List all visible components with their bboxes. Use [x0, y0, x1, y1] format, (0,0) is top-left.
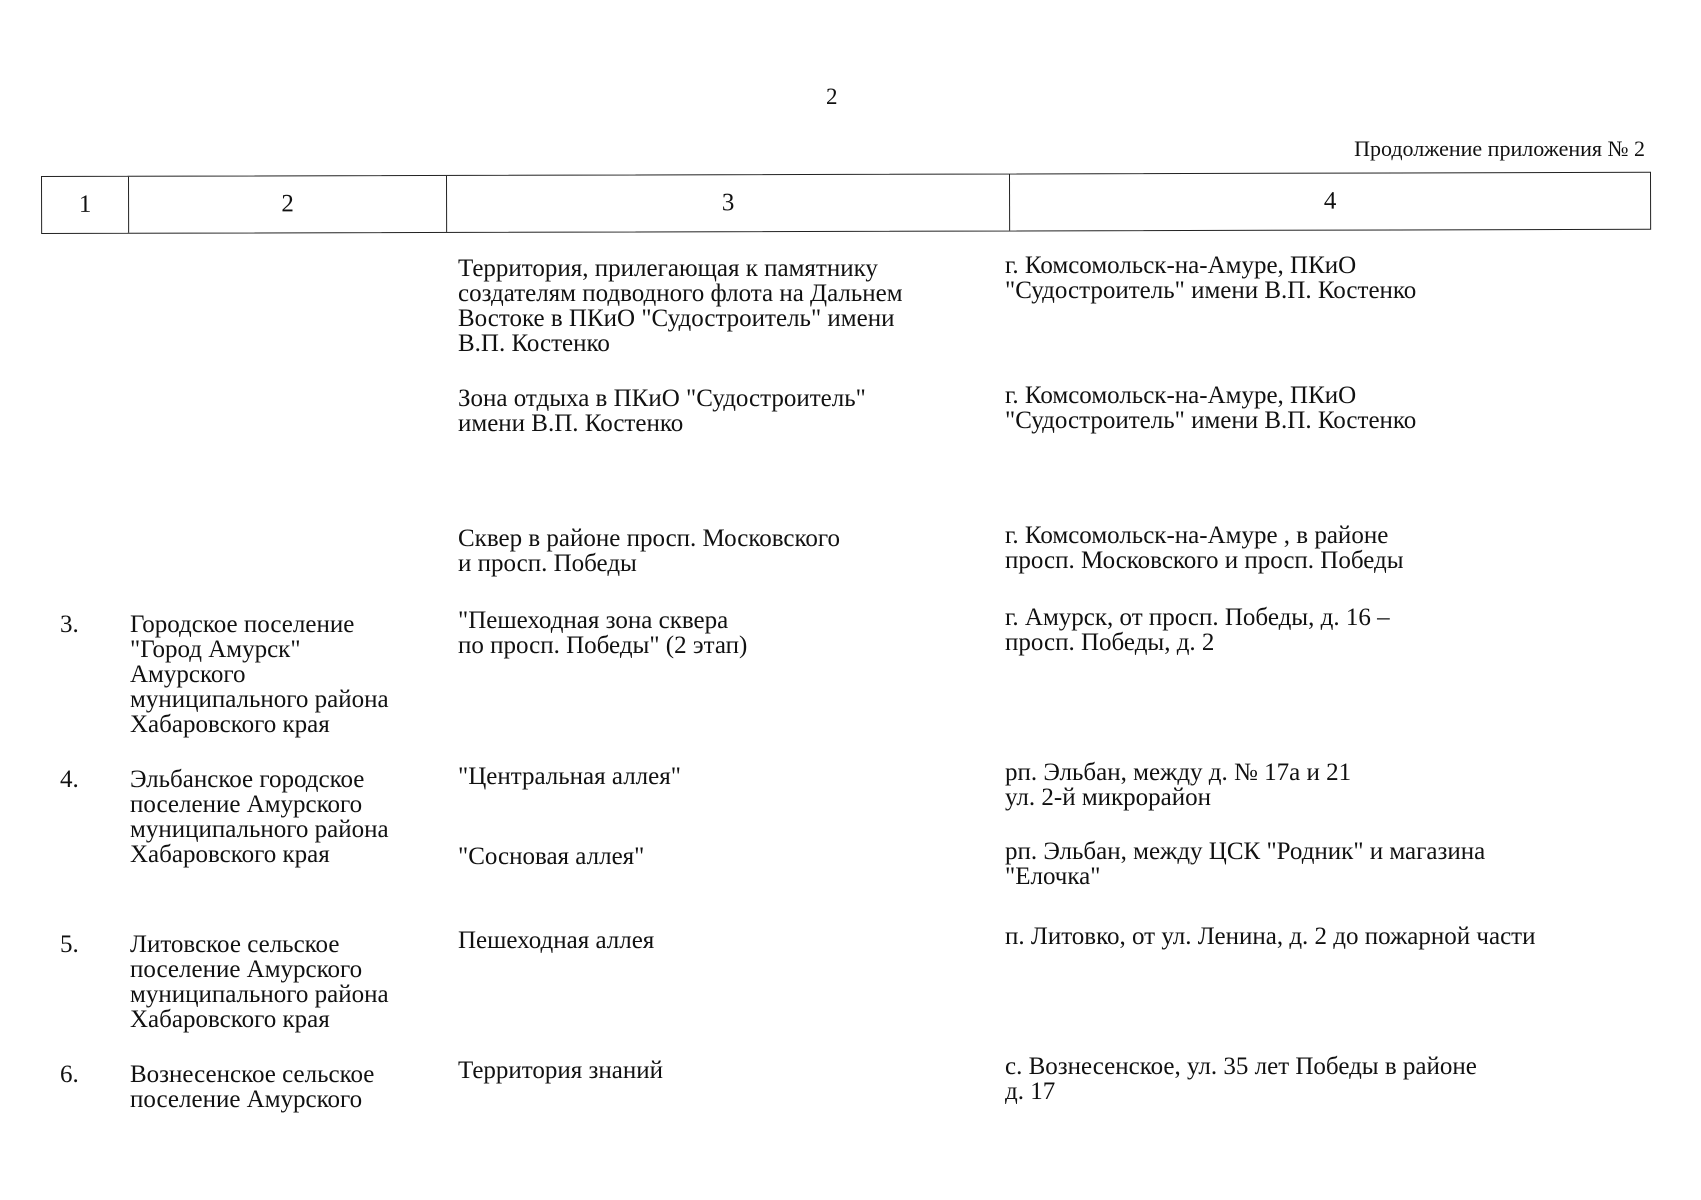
table-cell-number: 6. — [60, 1061, 79, 1088]
table-cell-object: "Пешеходная зона сквера по просп. Победы" (2 этап) — [458, 607, 748, 659]
table-cell-municipality: Литовское сельское поселение Амурского муниципального района Хабаровского края — [130, 931, 389, 1033]
table-cell-address: рп. Эльбан, между ЦСК "Родник" и магазина "Елочка" — [1005, 838, 1486, 890]
table-cell-address: п. Литовко, от ул. Ленина, д. 2 до пожарной части — [1005, 923, 1536, 950]
table-cell-object: "Центральная аллея" — [458, 763, 681, 790]
table-cell-object: Сквер в районе просп. Московского и просп. Победы — [458, 525, 841, 577]
table-cell-address: с. Вознесенское, ул. 35 лет Победы в районе д. 17 — [1005, 1053, 1477, 1105]
table-cell-municipality: Городское поселение "Город Амурск" Амурского муниципального района Хабаровского края — [130, 611, 389, 738]
table-cell-number: 5. — [60, 931, 79, 958]
table-cell-address: г. Комсомольск-на-Амуре, ПКиО "Судостроитель" имени В.П. Костенко — [1005, 252, 1417, 304]
table-cell-object: Зона отдыха в ПКиО "Судостроитель" имени В.П. Костенко — [458, 385, 866, 437]
header-cell-1: 1 — [78, 190, 92, 218]
continuation-note: Продолжение приложения № 2 — [1354, 136, 1645, 161]
table-cell-address: г. Комсомольск-на-Амуре , в районе просп. Московского и просп. Победы — [1005, 522, 1404, 574]
table-cell-object: Территория, прилегающая к памятнику создателям подводного флота на Дальнем Востоке в ПКиО "Судостроитель" имени В.П. Костенко — [458, 255, 903, 357]
table-cell-address: г. Амурск, от просп. Победы, д. 16 – просп. Победы, д. 2 — [1005, 604, 1390, 656]
table-cell-number: 3. — [60, 611, 79, 638]
table-cell-address: рп. Эльбан, между д. № 17а и 21 ул. 2-й микрорайон — [1005, 759, 1352, 811]
header-cell-2: 2 — [128, 176, 446, 233]
table-cell-municipality: Эльбанское городское поселение Амурского муниципального района Хабаровского края — [130, 766, 389, 868]
table-cell-object: Пешеходная аллея — [458, 927, 655, 954]
table-cell-number: 4. — [60, 766, 79, 793]
table-header-row — [41, 172, 1651, 234]
table-cell-municipality: Вознесенское сельское поселение Амурского — [130, 1061, 375, 1113]
header-cell-3: 3 — [446, 174, 1009, 231]
table-cell-object: "Сосновая аллея" — [458, 843, 645, 870]
header-cell-4: 4 — [1009, 173, 1650, 231]
table-cell-object: Территория знаний — [458, 1057, 664, 1084]
page-number: 2 — [826, 84, 838, 109]
table-cell-address: г. Комсомольск-на-Амуре, ПКиО "Судостроитель" имени В.П. Костенко — [1005, 382, 1417, 434]
